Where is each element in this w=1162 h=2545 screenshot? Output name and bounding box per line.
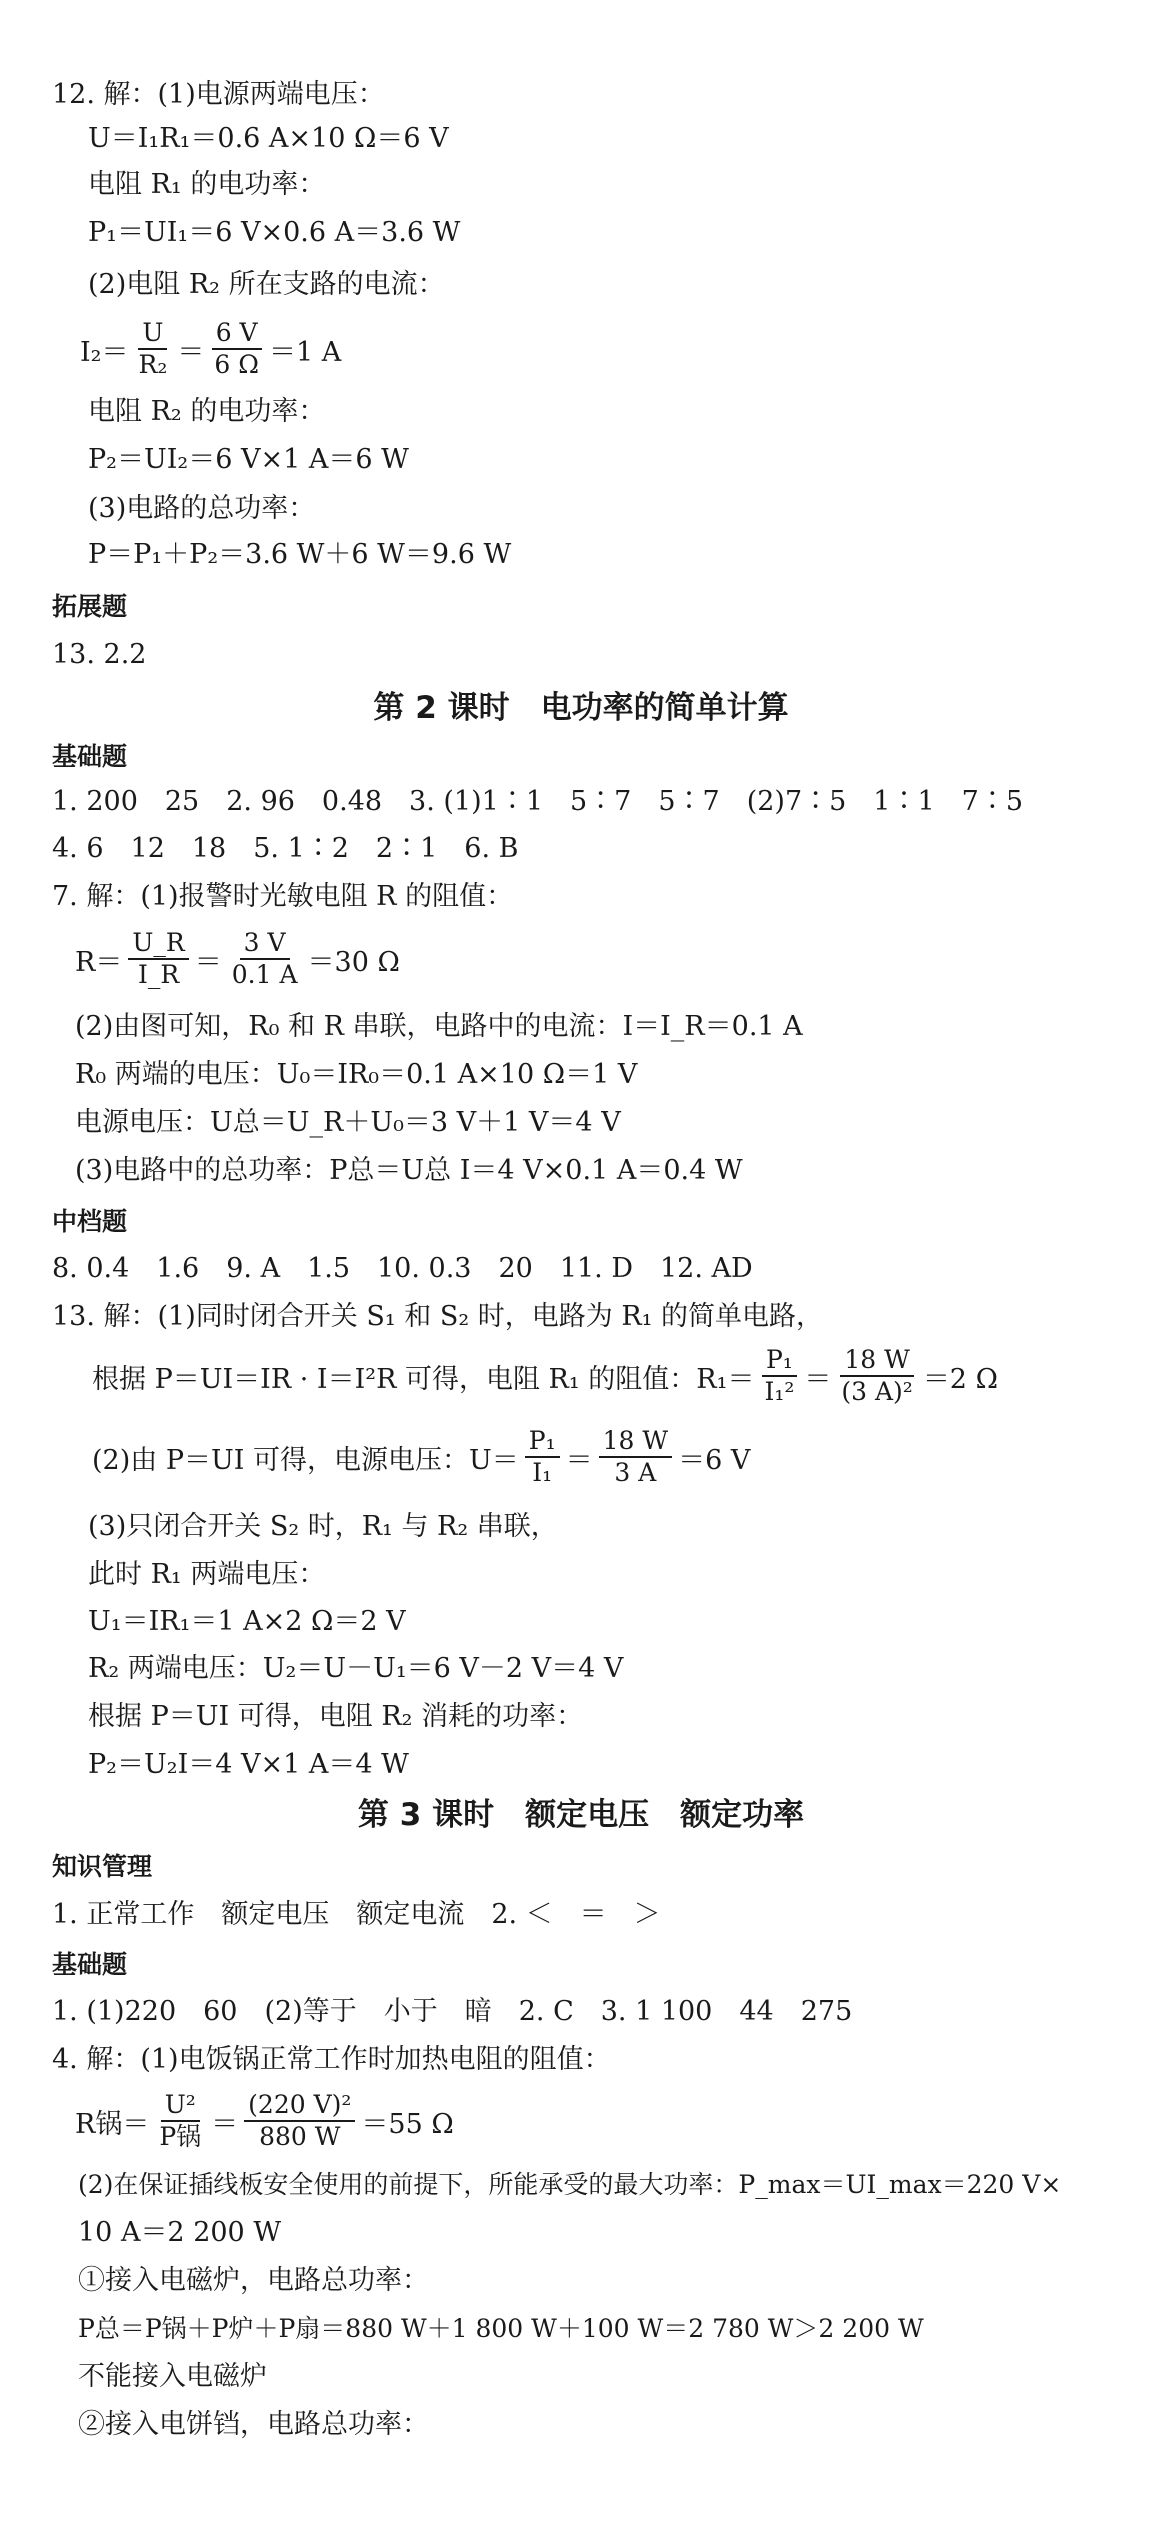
- fraction: [244, 2090, 355, 2152]
- denominator: 880 W: [259, 2122, 341, 2151]
- numerator: P₁: [762, 1345, 797, 1377]
- equation-line: U＝I₁R₁＝0.6 A×10 Ω＝6 V: [88, 123, 449, 154]
- eq-rhs: ＝2 Ω: [922, 1363, 998, 1395]
- text-line: (3)电路中的总功率：P总＝U总 I＝4 V×0.1 A＝0.4 W: [75, 1155, 743, 1186]
- lesson-title: 第 2 课时 电功率的简单计算: [373, 690, 789, 726]
- eq-lhs: R锅＝: [75, 2108, 150, 2140]
- eq-rhs: ＝55 Ω: [361, 2108, 454, 2140]
- numerator: 6 V: [212, 318, 262, 350]
- text-line: 电阻 R₂ 的电功率：: [88, 396, 326, 427]
- eq-sign: ＝: [211, 2108, 239, 2140]
- text-line: 电源电压：U总＝U_R＋U₀＝3 V＋1 V＝4 V: [75, 1107, 621, 1138]
- eq-lhs: 根据 P＝UI＝IR · I＝I²R 可得，电阻 R₁ 的阻值：R₁＝: [92, 1363, 755, 1395]
- numerator: (220 V)²: [244, 2090, 355, 2122]
- answer-line: 1. 正常工作 额定电压 额定电流 2. ＜ ＝ ＞: [52, 1899, 661, 1930]
- fraction: [155, 2090, 205, 2152]
- fraction-equation: [75, 2090, 454, 2152]
- denominator: I_R: [137, 960, 180, 989]
- denominator: 0.1 A: [231, 960, 298, 989]
- text-line: 12. 解：(1)电源两端电压：: [52, 79, 385, 110]
- denominator: R₂: [138, 350, 168, 379]
- lesson-title: 第 3 课时 额定电压 额定功率: [357, 1797, 805, 1833]
- text-line: 10 A＝2 200 W: [78, 2217, 282, 2248]
- text-line: 根据 P＝UI 可得，电阻 R₂ 消耗的功率：: [88, 1701, 584, 1732]
- denominator: I₁²: [764, 1377, 795, 1406]
- numerator: U: [138, 318, 167, 350]
- eq-sign: ＝: [194, 946, 222, 978]
- answer-line: 1. 200 25 2. 96 0.48 3. (1)1∶1 5∶7 5∶7 (2)7∶5 1∶1 7∶5: [52, 786, 1024, 817]
- fraction: [837, 1345, 916, 1407]
- fraction: [135, 318, 172, 380]
- section-heading: 中档题: [52, 1207, 128, 1236]
- equation-line: P₂＝UI₂＝6 V×1 A＝6 W: [88, 444, 409, 475]
- equation-line: U₁＝IR₁＝1 A×2 Ω＝2 V: [88, 1606, 406, 1637]
- text-line: (3)只闭合开关 S₂ 时，R₁ 与 R₂ 串联，: [88, 1511, 558, 1542]
- fraction-equation: [92, 1426, 750, 1488]
- eq-rhs: ＝30 Ω: [307, 946, 400, 978]
- eq-sign: ＝: [804, 1363, 832, 1395]
- eq-sign: ＝: [177, 336, 205, 368]
- fraction-equation: [75, 928, 400, 990]
- numerator: 18 W: [599, 1426, 672, 1458]
- text-line: 13. 解：(1)同时闭合开关 S₁ 和 S₂ 时，电路为 R₁ 的简单电路，: [52, 1301, 824, 1332]
- eq-rhs: ＝6 V: [678, 1444, 751, 1476]
- text-line: (2)电阻 R₂ 所在支路的电流：: [88, 269, 445, 300]
- fraction: [210, 318, 263, 380]
- equation-line: P总＝P锅＋P炉＋P扇＝880 W＋1 800 W＋100 W＝2 780 W＞2 200 W: [78, 2314, 924, 2343]
- eq-lhs: R＝: [75, 946, 123, 978]
- answer-line: 8. 0.4 1.6 9. A 1.5 10. 0.3 20 11. D 12. AD: [52, 1253, 753, 1284]
- numerator: P₁: [525, 1426, 560, 1458]
- eq-sign: ＝: [565, 1444, 593, 1476]
- text-line: 4. 解：(1)电饭锅正常工作时加热电阻的阻值：: [52, 2044, 611, 2075]
- answer-line: 4. 6 12 18 5. 1∶2 2∶1 6. B: [52, 833, 519, 864]
- text-line: 7. 解：(1)报警时光敏电阻 R 的阻值：: [52, 881, 514, 912]
- denominator: (3 A)²: [841, 1377, 913, 1406]
- equation-line: P＝P₁＋P₂＝3.6 W＋6 W＝9.6 W: [88, 539, 512, 570]
- eq-lhs: I₂＝: [80, 336, 129, 368]
- section-heading: 基础题: [52, 742, 128, 771]
- equation-line: P₁＝UI₁＝6 V×0.6 A＝3.6 W: [88, 217, 461, 248]
- text-line: (2)由图可知，R₀ 和 R 串联，电路中的电流：I＝I_R＝0.1 A: [75, 1011, 803, 1042]
- answer-line: 1. (1)220 60 (2)等于 小于 暗 2. C 3. 1 100 44 275: [52, 1996, 853, 2027]
- numerator: U_R: [128, 928, 188, 960]
- eq-rhs: ＝1 A: [268, 336, 342, 368]
- answer-line: 13. 2.2: [52, 639, 147, 670]
- eq-lhs: (2)由 P＝UI 可得，电源电压：U＝: [92, 1444, 519, 1476]
- numerator: 3 V: [240, 928, 290, 960]
- text-line: R₂ 两端电压：U₂＝U－U₁＝6 V－2 V＝4 V: [88, 1653, 624, 1684]
- text-line: ②接入电饼铛，电路总功率：: [78, 2409, 429, 2440]
- text-line: 此时 R₁ 两端电压：: [88, 1559, 326, 1590]
- text-line: ①接入电磁炉，电路总功率：: [78, 2265, 429, 2296]
- numerator: 18 W: [840, 1345, 913, 1377]
- section-heading: 知识管理: [52, 1852, 153, 1881]
- equation-line: P₂＝U₂I＝4 V×1 A＝4 W: [88, 1749, 409, 1780]
- fraction: [760, 1345, 798, 1407]
- text-line: R₀ 两端的电压：U₀＝IR₀＝0.1 A×10 Ω＝1 V: [75, 1059, 638, 1090]
- denominator: 3 A: [614, 1458, 657, 1487]
- denominator: I₁: [532, 1458, 553, 1487]
- text-line: (3)电路的总功率：: [88, 493, 316, 524]
- fraction-equation: [92, 1345, 998, 1407]
- fraction: [525, 1426, 560, 1488]
- text-line: (2)在保证插线板安全使用的前提下，所能承受的最大功率：P_max＝UI_max＝220 V×: [78, 2170, 1062, 2199]
- numerator: U²: [161, 2090, 200, 2122]
- fraction: [599, 1426, 672, 1488]
- fraction: [228, 928, 302, 990]
- fraction: [128, 928, 188, 990]
- fraction-equation: [80, 318, 341, 380]
- section-heading: 拓展题: [52, 592, 128, 621]
- denominator: P锅: [159, 2122, 202, 2151]
- section-heading: 基础题: [52, 1950, 128, 1979]
- text-line: 不能接入电磁炉: [78, 2361, 267, 2392]
- denominator: 6 Ω: [214, 350, 259, 379]
- text-line: 电阻 R₁ 的电功率：: [88, 169, 326, 200]
